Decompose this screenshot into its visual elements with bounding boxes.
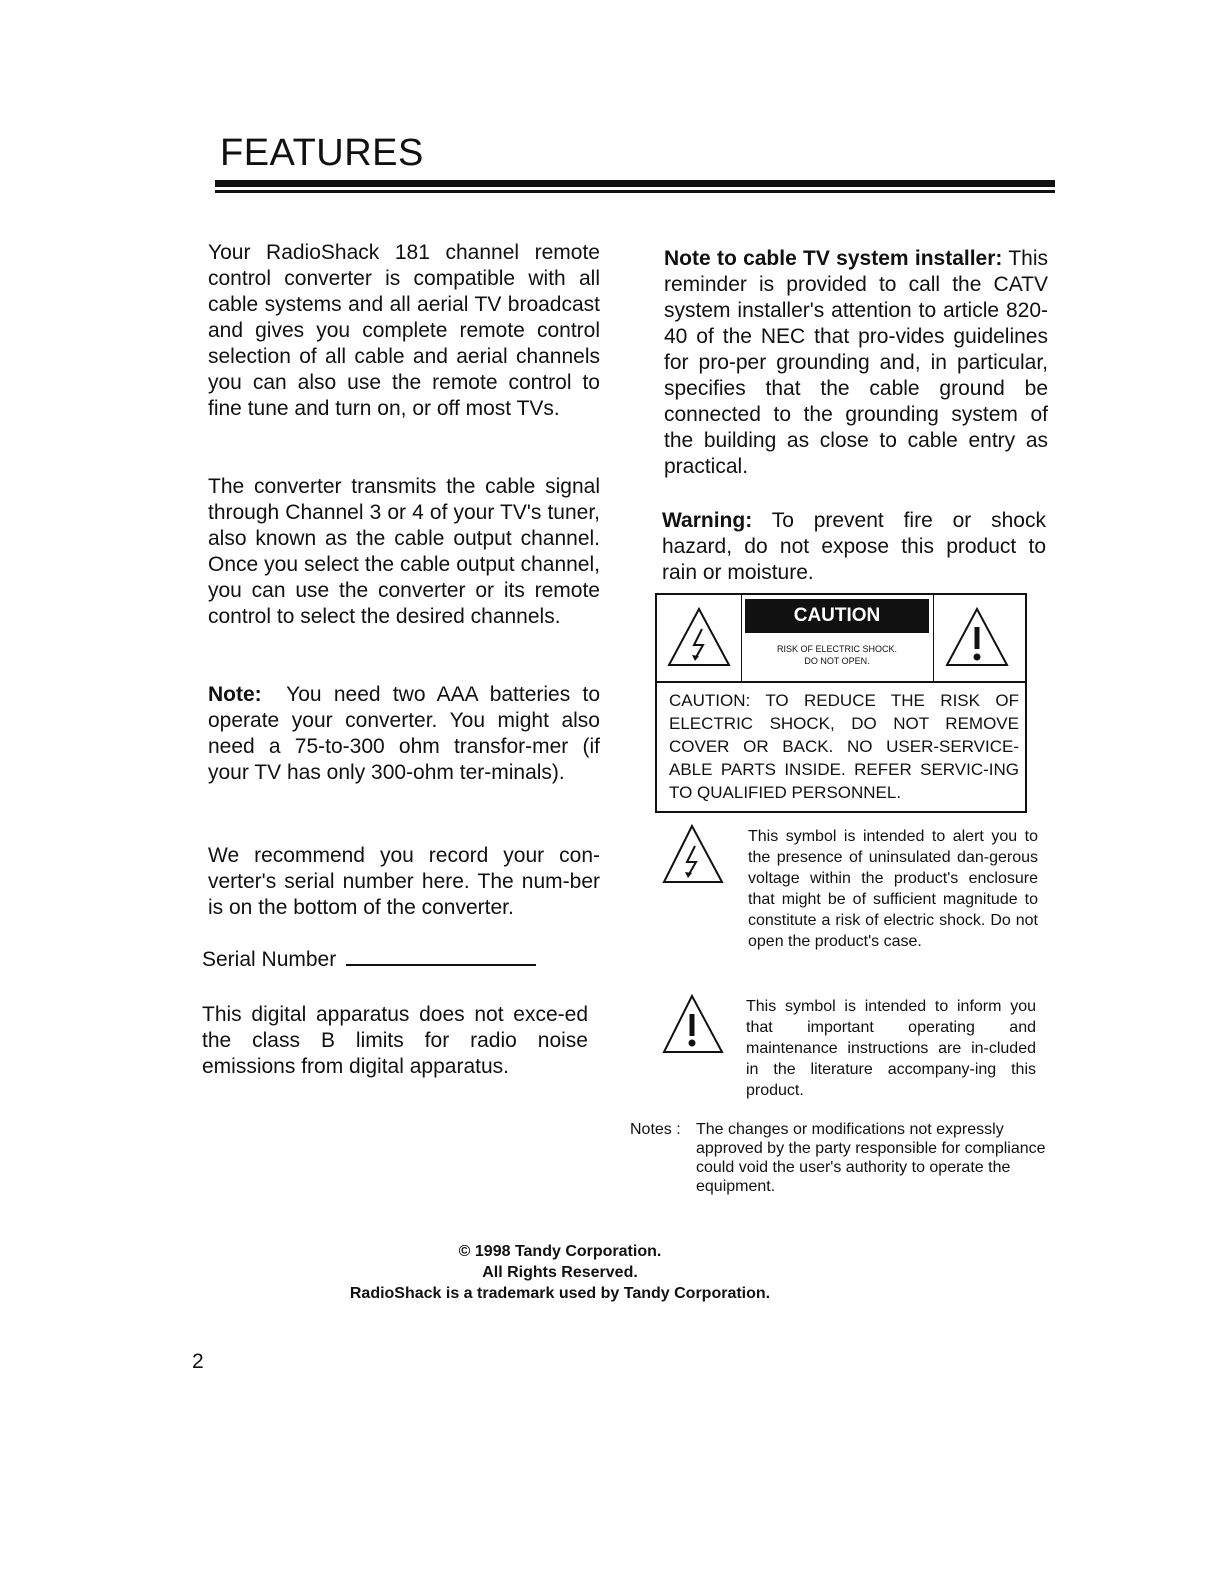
rights-line: All Rights Reserved. <box>482 1264 638 1281</box>
caution-small-line2: DO NOT OPEN. <box>804 656 870 666</box>
caution-small-text <box>741 643 933 667</box>
lightning-triangle-icon <box>657 595 741 681</box>
warning-note <box>662 508 1046 586</box>
caution-small-line1: RISK OF ELECTRIC SHOCK. <box>776 644 898 654</box>
exclamation-symbol-text: This symbol is intended to inform you that important operating and maintenance instructions are in-cluded in the literature accompany-ing this product. <box>746 998 1036 1099</box>
caution-text: CAUTION: TO REDUCE THE RISK OF ELECTRIC SHOCK, DO NOT REMOVE COVER OR BACK. NO USER-SERVICE-ABLE PARTS INSIDE. REFER SERVIC-ING TO QUALIFIED PERSONNEL. <box>669 691 1019 802</box>
battery-note <box>208 682 600 786</box>
serial-instructions: We recommend you record your con-verter's serial number here. The num-ber is on the bottom of the converter. <box>208 844 600 919</box>
emissions-text: This digital apparatus does not exce-ed the class B limits for radio noise emissions from digital apparatus. <box>202 1003 588 1078</box>
caution-lightning-cell <box>657 595 742 681</box>
caution-center-cell <box>741 595 934 681</box>
serial-number-field <box>202 946 536 973</box>
warning-label: Warning: <box>662 509 753 532</box>
serial-paragraph <box>208 843 600 921</box>
caution-divider <box>657 681 1025 683</box>
intro-paragraph <box>208 240 600 422</box>
caution-label-box <box>655 593 1027 813</box>
installer-text: This reminder is provided to call the CATV system installer's attention to article 820-40 of the NEC that pro-vides guidelines for pro-per grounding and, in particular, specifies that the cable ground be connected to the grounding system of the building as close to cable entry as practical. <box>664 247 1048 478</box>
exclamation-triangle-icon <box>933 595 1025 681</box>
trademark-line: RadioShack is a trademark used by Tandy Corporation. <box>349 1285 771 1302</box>
title-rule-thin <box>215 190 1055 193</box>
note-label: Note: <box>208 683 262 706</box>
notes-text: The changes or modifications not expressly approved by the party responsible for compliance could void the user's authority to operate the equipment. <box>696 1121 1046 1195</box>
lightning-symbol-icon <box>660 820 728 888</box>
warning-text: To prevent fire or shock hazard, do not expose this product to rain or moisture. <box>662 509 1046 584</box>
page-title: FEATURES <box>220 132 424 174</box>
exclamation-symbol-icon <box>660 990 728 1058</box>
serial-number-blank <box>346 946 536 966</box>
installer-label: Note to cable TV system installer: <box>664 247 1003 270</box>
notes-label: Notes : <box>630 1121 681 1138</box>
note-text: You need two AAA batteries to operate your converter. You might also need a 75-to-300 ohm transfor-mer (if your TV has only 300-ohm ter-minals). <box>208 683 600 784</box>
page-number: 2 <box>192 1350 204 1373</box>
installer-note <box>664 246 1048 480</box>
lightning-symbol-text: This symbol is intended to alert you to the presence of uninsulated dan-gerous voltage within the product's enclosure that might be of sufficient magnitude to constitute a risk of electric shock. Do not open the product's case. <box>748 828 1038 950</box>
copyright-footer <box>300 1241 820 1304</box>
caution-exclamation-cell <box>933 595 1025 681</box>
converter-paragraph <box>208 474 600 630</box>
serial-number-label: Serial Number <box>202 948 337 971</box>
title-rule-thick <box>215 180 1055 187</box>
caution-band: CAUTION <box>745 599 929 633</box>
intro-text: Your RadioShack 181 channel remote control converter is compatible with all cable systems and all aerial TV broadcast and gives you complete remote control selection of all cable and aerial channels you can also use the remote control to fine tune and turn on, or off most TVs. <box>208 241 600 420</box>
emissions-paragraph <box>202 1002 588 1080</box>
copyright-line: © 1998 Tandy Corporation. <box>458 1243 662 1260</box>
converter-text: The converter transmits the cable signal through Channel 3 or 4 of your TV's tuner, also known as the cable output channel. Once you select the cable output channel, you can use the converter or its remote control to select the desired channels. <box>208 475 600 628</box>
